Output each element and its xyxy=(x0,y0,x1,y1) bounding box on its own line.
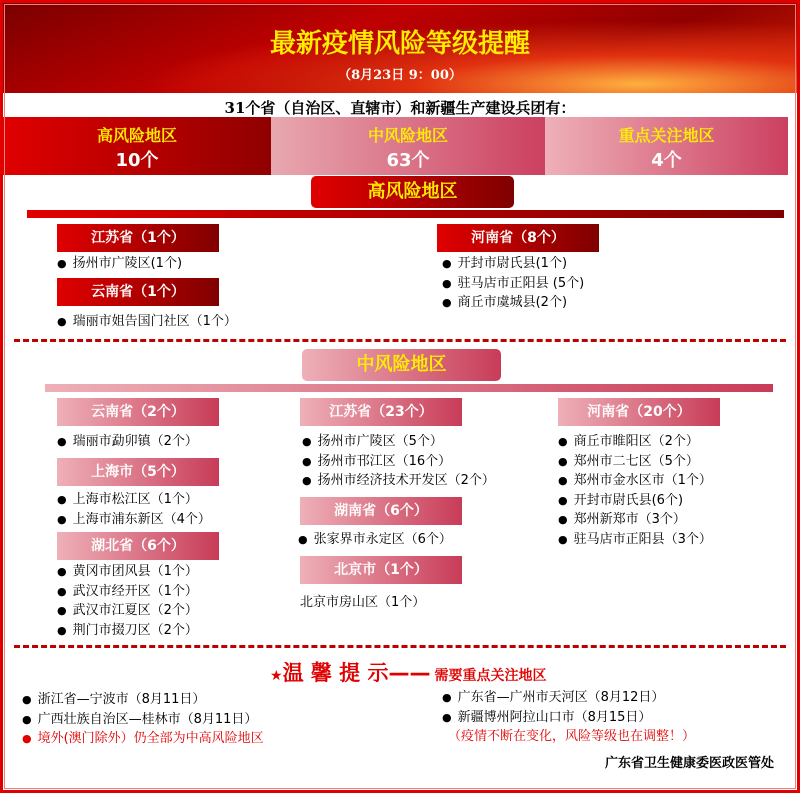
area-list: ● 扬州市广陵区(1个) xyxy=(57,254,182,274)
divider xyxy=(45,384,773,392)
summary-focus: 重点关注地区 4个 xyxy=(545,117,788,175)
tips-note: （疫情不断在变化，风险等级也在调整！） xyxy=(448,729,696,744)
page-title: 最新疫情风险等级提醒 xyxy=(269,29,530,59)
tips-list-right: ● 广东省—广州市天河区（8月12日） ● 新疆博州阿拉山口市（8月15日） xyxy=(442,688,664,727)
footer-org: 广东省卫生健康委医政医管处 xyxy=(604,756,774,771)
area-list: ● 扬州市广陵区（5个） ● 扬州市邗江区（16个） ● 扬州市经济技术开发区（2个） xyxy=(302,432,495,491)
update-time: （8月23日 9：00） xyxy=(338,68,462,83)
area-list: ● 商丘市睢阳区（2个） ● 郑州市二七区（5个） ● 郑州市金水区市（1个） ● 开封市尉氏县(6个) ● 郑州新郑市（3个） ● 驻马店市正阳县（3个） xyxy=(558,432,712,549)
province-label: 江苏省（23个） xyxy=(300,398,462,426)
area-text: 北京市房山区（1个） xyxy=(300,595,426,610)
province-label: 云南省（2个） xyxy=(57,398,219,426)
province-label: 上海市（5个） xyxy=(57,458,219,486)
summary-medium: 中风险地区 63个 xyxy=(271,117,545,175)
header-banner xyxy=(3,3,797,93)
high-risk-heading: 高风险地区 xyxy=(311,176,514,208)
tips-list-left: ● 浙江省—宁波市（8月11日） ● 广西壮族自治区—桂林市（8月11日） ● 境外(澳门除外）仍全部为中高风险地区 xyxy=(22,690,264,749)
province-label: 湖北省（6个） xyxy=(57,532,219,560)
province-label: 北京市（1个） xyxy=(300,556,462,584)
province-label: 河南省（20个） xyxy=(558,398,720,426)
area-list: ● 瑞丽市勐卯镇（2个） xyxy=(57,432,198,452)
area-list: ● 黄冈市团风县（1个） ● 武汉市经开区（1个） ● 武汉市江夏区（2个） ● 荆门市掇刀区（2个） xyxy=(57,562,198,640)
star-icon: ★ xyxy=(270,668,283,684)
dashed-divider xyxy=(14,645,786,648)
area-list: ● 开封市尉氏县(1个) ● 驻马店市正阳县 (5个) ● 商丘市虞城县(2个) xyxy=(442,254,584,313)
dashed-divider xyxy=(14,339,786,342)
province-label: 江苏省（1个） xyxy=(57,224,219,252)
province-label: 云南省（1个） xyxy=(57,278,219,306)
medium-risk-heading: 中风险地区 xyxy=(302,349,501,381)
province-label: 河南省（8个） xyxy=(437,224,599,252)
area-list: ● 张家界市永定区（6个） xyxy=(298,530,452,550)
intro-text: 31个省（自治区、直辖市）和新疆生产建设兵团有： xyxy=(224,99,576,117)
summary-high: 高风险地区 10个 xyxy=(3,117,271,175)
divider xyxy=(27,210,784,218)
province-label: 湖南省（6个） xyxy=(300,497,462,525)
tips-heading: ★温 馨 提 示—— 需要重点关注地区 xyxy=(270,661,547,685)
area-list: ● 瑞丽市姐告国门社区（1个） xyxy=(57,312,237,332)
area-list: ● 上海市松江区（1个） ● 上海市浦东新区（4个） xyxy=(57,490,211,529)
